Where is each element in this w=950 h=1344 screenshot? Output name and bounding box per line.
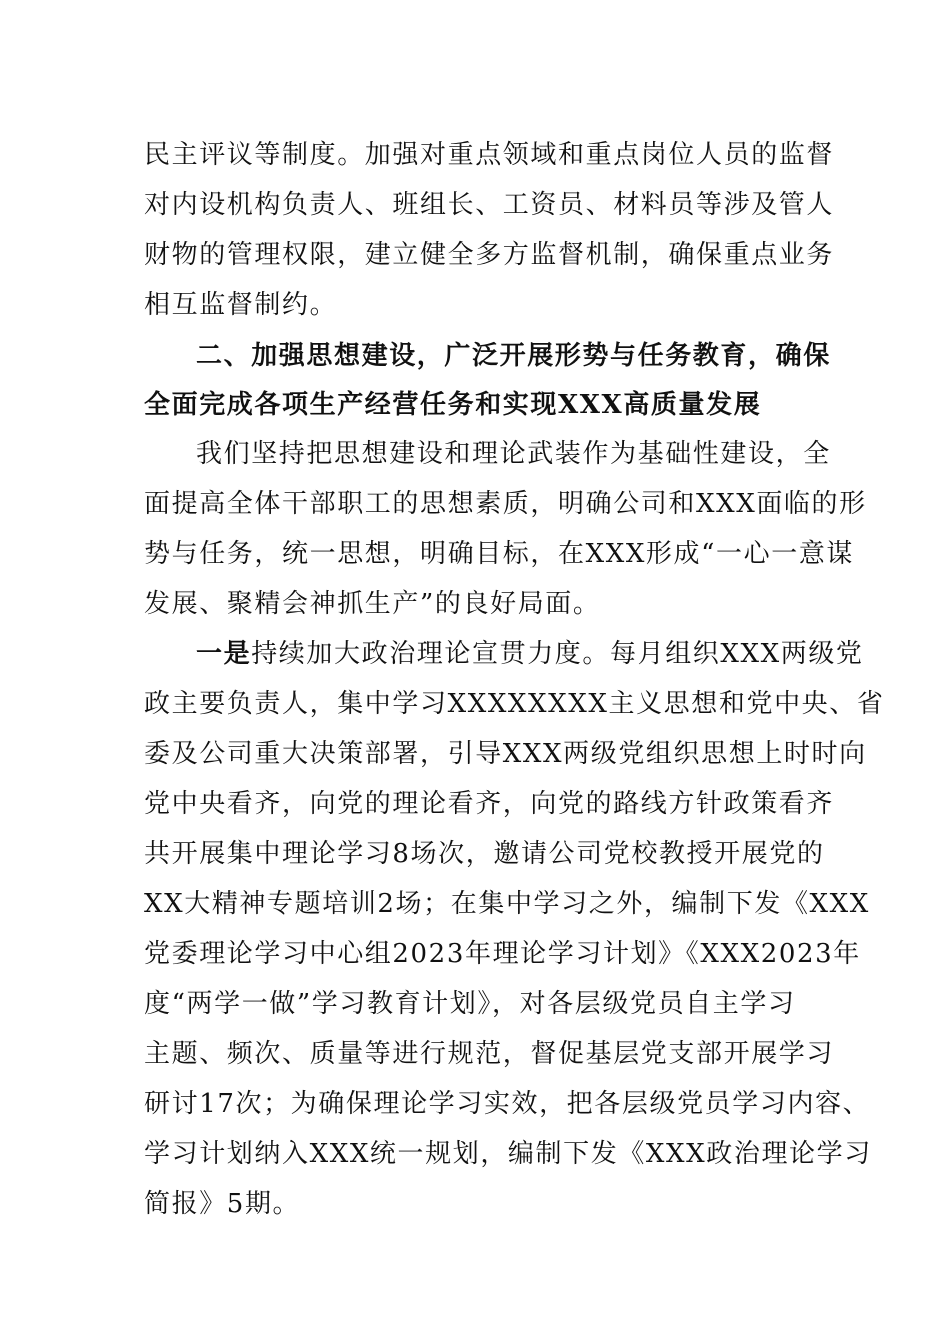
body-text-line: 委及公司重大决策部署，引导XXX两级党组织思想上时时向 xyxy=(144,739,867,769)
body-text-line: 相互监督制约。 xyxy=(144,290,338,320)
body-text-line: 势与任务，统一思想，明确目标，在XXX形成“一心一意谋 xyxy=(144,539,855,569)
point-one-first-line xyxy=(196,629,864,679)
section-heading-line: 二、加强思想建设，广泛开展形势与任务教育，确保 xyxy=(196,341,831,371)
body-text-line: 政主要负责人，集中学习XXXXXXXX主义思想和党中央、省 xyxy=(144,689,885,719)
body-text-line: 民主评议等制度。加强对重点领域和重点岗位人员的监督 xyxy=(144,140,835,170)
body-text-line: 度“两学一做”学习教育计划》，对各层级党员自主学习 xyxy=(144,989,796,1019)
body-text-line: 党委理论学习中心组2023年理论学习计划》《XXX2023年 xyxy=(144,939,861,969)
body-text-line: 财物的管理权限，建立健全多方监督机制，确保重点业务 xyxy=(144,240,835,270)
body-text-line: 学习计划纳入XXX统一规划，编制下发《XXX政治理论学习 xyxy=(144,1139,872,1169)
body-text-line: XX大精神专题培训2场；在集中学习之外，编制下发《XXX xyxy=(144,889,870,919)
body-text-line: 面提高全体干部职工的思想素质，明确公司和XXX面临的形 xyxy=(144,489,867,519)
section-heading-line: 全面完成各项生产经营任务和实现XXX高质量发展 xyxy=(144,390,762,420)
body-text-line: 对内设机构负责人、班组长、工资员、材料员等涉及管人 xyxy=(144,190,835,220)
body-text-line: 共开展集中理论学习8场次，邀请公司党校教授开展党的 xyxy=(144,839,825,869)
body-text-line: 简报》5期。 xyxy=(144,1189,301,1219)
body-text-line: 发展、聚精会神抓生产”的良好局面。 xyxy=(144,589,601,619)
point-lead-label: 一是 xyxy=(196,639,252,669)
body-text-line: 党中央看齐，向党的理论看齐，向党的路线方针政策看齐 xyxy=(144,789,835,819)
body-text-line: 研讨17次；为确保理论学习实效，把各层级党员学习内容、 xyxy=(144,1089,871,1119)
body-text-line: 主题、频次、质量等进行规范，督促基层党支部开展学习 xyxy=(144,1039,835,1069)
point-one-text: 持续加大政治理论宣贯力度。每月组织XXX两级党 xyxy=(251,639,864,669)
body-text-line: 我们坚持把思想建设和理论武装作为基础性建设，全 xyxy=(196,439,831,469)
